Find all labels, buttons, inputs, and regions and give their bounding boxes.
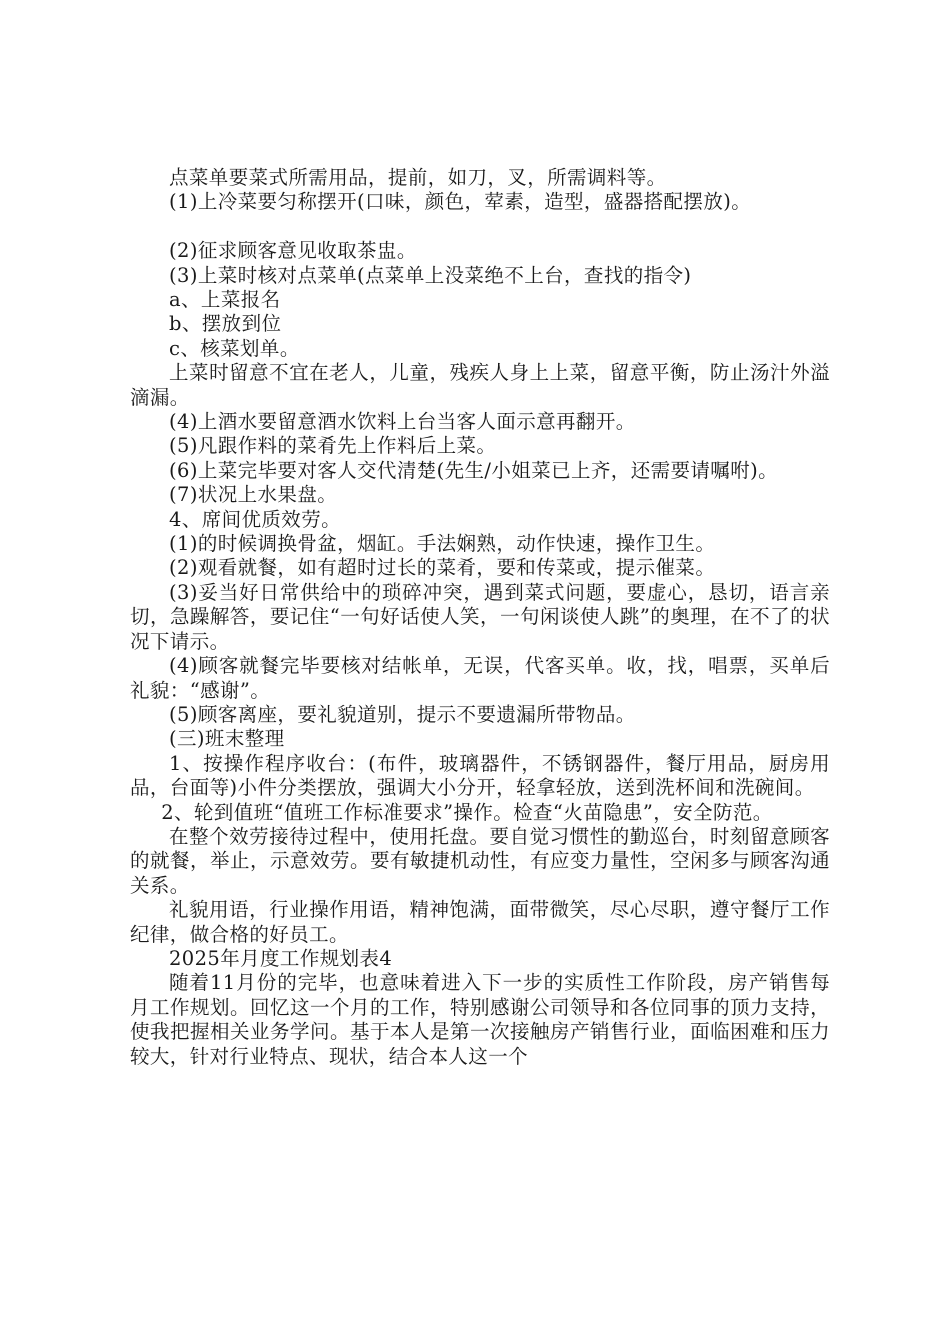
section-heading: 2025年月度工作规划表4 (169, 946, 393, 970)
paragraph: 1、按操作程序收台：(布件，玻璃器件，不锈钢器件，餐厅用品，厨房用品，台面等)小件分类摆放，强调大小分开，轻拿轻放，送到洗杯间和洗碗间。 (130, 751, 830, 800)
paragraph: (6)上菜完毕要对客人交代清楚(先生/小姐菜已上齐，还需要请嘱咐)。 (169, 458, 779, 482)
section-heading: (三)班末整理 (169, 727, 285, 751)
paragraph: (5)凡跟作料的菜肴先上作料后上菜。 (169, 434, 497, 458)
paragraph: 点菜单要菜式所需用品，提前，如刀，叉，所需调料等。 (169, 166, 667, 189)
paragraph: (2)征求顾客意见收取茶盅。 (169, 239, 417, 263)
paragraph: (7)状况上水果盘。 (169, 483, 338, 507)
paragraph: (5)顾客离座，要礼貌道别，提示不要遗漏所带物品。 (169, 702, 636, 726)
paragraph: (4)上酒水要留意酒水饮料上台当客人面示意再翻开。 (169, 410, 636, 434)
paragraph: (3)上菜时核对点菜单(点菜单上没菜绝不上台，查找的指令) (169, 263, 692, 287)
paragraph: (1)的时候调换骨盆，烟缸。手法娴熟，动作快速，操作卫生。 (169, 532, 716, 556)
paragraph: (4)顾客就餐完毕要核对结帐单，无误，代客买单。收，找，唱票，买单后礼貌：“感谢”。 (130, 654, 830, 702)
section-heading: 4、席间优质效劳。 (169, 507, 342, 531)
paragraph: 2、轮到值班“值班工作标准要求”操作。检查“火苗隐患”，安全防范。 (161, 800, 773, 824)
document-page (130, 166, 830, 1069)
paragraph: 礼貌用语，行业操作用语，精神饱满，面带微笑，尽心尽职，遵守餐厅工作纪律，做合格的好员工。 (130, 898, 830, 946)
paragraph: 上菜时留意不宜在老人，儿童，残疾人身上上菜，留意平衡，防止汤汁外溢滴漏。 (130, 361, 830, 409)
paragraph: 随着11月份的完毕，也意味着进入下一步的实质性工作阶段，房产销售每月工作规划。回忆这一个月的工作，特别感谢公司领导和各位同事的顶力支持，使我把握相关业务学问。基于本人是第一次接触房产销售行业，面临困难和压力较大，针对行业特点、现状，结合本人这一个 (130, 971, 830, 1068)
paragraph: c、核菜划单。 (169, 336, 300, 360)
paragraph: a、上菜报名 (169, 288, 281, 312)
paragraph: (1)上冷菜要匀称摆开(口味，颜色，荤素，造型，盛器搭配摆放)。 (169, 190, 752, 214)
paragraph: (2)观看就餐，如有超时过长的菜肴，要和传菜或，提示催菜。 (169, 556, 716, 580)
paragraph: (3)妥当好日常供给中的琐碎冲突，遇到菜式问题，要虚心，恳切，语言亲切，急躁解答，要记住“一句好话使人笑，一句闲谈使人跳”的奥理，在不了的状况下请示。 (130, 580, 830, 653)
paragraph: b、摆放到位 (169, 312, 282, 336)
paragraph: 在整个效劳接待过程中，使用托盘。要自觉习惯性的勤巡台，时刻留意顾客的就餐，举止，示意效劳。要有敏捷机动性，有应变力量性，空闲多与顾客沟通关系。 (130, 824, 830, 897)
